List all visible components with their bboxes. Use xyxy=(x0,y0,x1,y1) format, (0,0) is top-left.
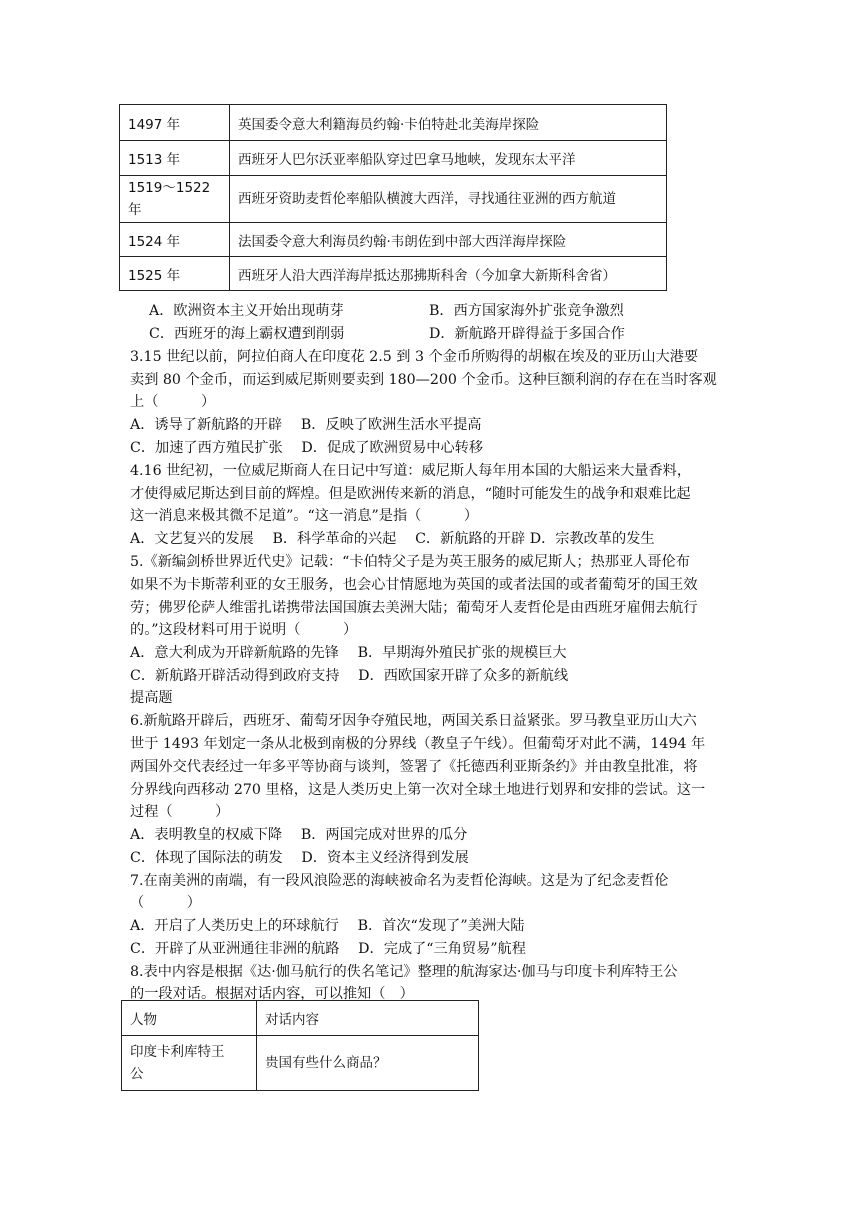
question-5-options: C．新航路开辟活动得到政府支持 D．西欧国家开辟了众多的新航线 xyxy=(130,668,569,684)
event-cell: 西班牙人沿大西洋海岸抵达那拂斯科舍（今加拿大新斯科舍省） xyxy=(230,257,667,291)
dialogue-table xyxy=(121,1000,479,1091)
year-cell: 1524 年 xyxy=(120,223,230,257)
section-heading: 提高题 xyxy=(130,690,173,706)
option-d: D．新航路开辟得益于多国合作 xyxy=(429,326,625,342)
question-3-text: 3.15 世纪以前，阿拉伯商人在印度花 2.5 到 3 个金币所购得的胡椒在埃及的亚历山大港要 xyxy=(130,349,699,365)
question-4-options: A．文艺复兴的发展 B．科学革命的兴起 C．新航路的开辟 D．宗教改革的发生 xyxy=(130,531,655,547)
header-cell-person: 人物 xyxy=(122,1001,257,1036)
question-4-text: 4.16 世纪初，一位威尼斯商人在日记中写道：威尼斯人每年用本国的大船运来大量香料， xyxy=(130,463,692,479)
question-6-text: 两国外交代表经过一年多平等协商与谈判，签署了《托德西利亚斯条约》并由教皇批准，将 xyxy=(130,759,698,775)
question-7-options: C．开辟了从亚洲通往非洲的航路 D．完成了“三角贸易”航程 xyxy=(130,941,526,957)
history-events-table xyxy=(119,104,667,291)
question-8-text: 8.表中内容是根据《达·伽马航行的佚名笔记》整理的航海家达·伽马与印度卡利库特王公 xyxy=(130,964,678,980)
question-4-text: 这一消息来极其微不足道”。“这一消息”是指（ ） xyxy=(130,508,479,524)
header-cell-dialogue: 对话内容 xyxy=(257,1001,479,1036)
year-cell: 1513 年 xyxy=(120,141,230,176)
question-3-options: A．诱导了新航路的开辟 B．反映了欧洲生活水平提高 xyxy=(130,417,482,433)
option-b: B．西方国家海外扩张竞争激烈 xyxy=(429,303,624,319)
option-a: A．欧洲资本主义开始出现萌芽 xyxy=(149,303,344,319)
option-c: C．西班牙的海上霸权遭到削弱 xyxy=(149,326,345,342)
year-cell xyxy=(120,176,230,223)
question-7-options: A．开启了人类历史上的环球航行 B．首次“发现了”美洲大陆 xyxy=(130,918,525,934)
person-cell xyxy=(122,1036,257,1091)
event-cell: 法国委令意大利海员约翰·韦朗佐到中部大西洋海岸探险 xyxy=(230,223,667,257)
year-cell: 1525 年 xyxy=(120,257,230,291)
question-6-text: 世于 1493 年划定一条从北极到南极的分界线（教皇子午线）。但葡萄牙对此不满，1494 年 xyxy=(130,736,706,752)
table-row xyxy=(120,105,667,141)
question-7-text: （ ） xyxy=(130,895,201,911)
year-line: 1519～1522 xyxy=(128,180,211,196)
year-cell: 1497 年 xyxy=(120,105,230,141)
question-3-text: 卖到 80 个金币，而运到威尼斯则要卖到 180—200 个金币。这种巨额利润的存在在当时客观 xyxy=(130,372,717,388)
question-5-text: 劳；佛罗伦萨人维雷扎诺携带法国国旗去美洲大陆；葡萄牙人麦哲伦是由西班牙雇佣去航行 xyxy=(130,600,698,616)
question-6-text: 6.新航路开辟后，西班牙、葡萄牙因争夺殖民地，两国关系日益紧张。罗马教皇亚历山大六 xyxy=(130,713,697,729)
question-3-options: C．加速了西方殖民扩张 D．促成了欧洲贸易中心转移 xyxy=(130,440,484,456)
question-7-text: 7.在南美洲的南端，有一段风浪险恶的海峡被命名为麦哲伦海峡。这是为了纪念麦哲伦 xyxy=(130,873,669,889)
table-row xyxy=(120,223,667,257)
question-4-text: 才使得威尼斯达到目前的辉煌。但是欧洲传来新的消息，“随时可能发生的战争和艰难比起 xyxy=(130,486,691,502)
question-8-text: 的一段对话。根据对话内容，可以推知（ ） xyxy=(130,986,414,1002)
dialogue-cell: 贵国有些什么商品？ xyxy=(257,1036,479,1091)
year-line: 年 xyxy=(128,202,142,218)
question-5-text: 5.《新编剑桥世界近代史》记载：“卡伯特父子是为英王服务的威尼斯人；热那亚人哥伦布 xyxy=(130,554,690,570)
event-cell: 西班牙资助麦哲伦率船队横渡大西洋，寻找通往亚洲的西方航道 xyxy=(230,176,667,223)
question-5-options: A．意大利成为开辟新航路的先锋 B．早期海外殖民扩张的规模巨大 xyxy=(130,645,567,661)
question-6-options: C．体现了国际法的萌发 D．资本主义经济得到发展 xyxy=(130,850,469,866)
question-6-options: A．表明教皇的权威下降 B．两国完成对世界的瓜分 xyxy=(130,827,468,843)
table-row xyxy=(120,176,667,223)
table-row xyxy=(120,257,667,291)
question-5-text: 的。”这段材料可用于说明（ ） xyxy=(130,622,358,638)
event-cell: 西班牙人巴尔沃亚率船队穿过巴拿马地峡，发现东太平洋 xyxy=(230,141,667,176)
table-row xyxy=(122,1036,479,1091)
person-line: 公 xyxy=(130,1066,144,1082)
question-3-text: 上（ ） xyxy=(130,394,216,410)
event-cell: 英国委令意大利籍海员约翰·卡伯特赴北美海岸探险 xyxy=(230,105,667,141)
question-6-text: 过程（ ） xyxy=(130,804,230,820)
table-header-row xyxy=(122,1001,479,1036)
question-5-text: 如果不为卡斯蒂利亚的女王服务，也会心甘情愿地为英国的或者法国的或者葡萄牙的国王效 xyxy=(130,577,698,593)
person-line: 印度卡利库特王 xyxy=(130,1044,225,1060)
question-6-text: 分界线向西移动 270 里格，这是人类历史上第一次对全球土地进行划界和安排的尝试。这一 xyxy=(130,782,706,798)
table-row xyxy=(120,141,667,176)
